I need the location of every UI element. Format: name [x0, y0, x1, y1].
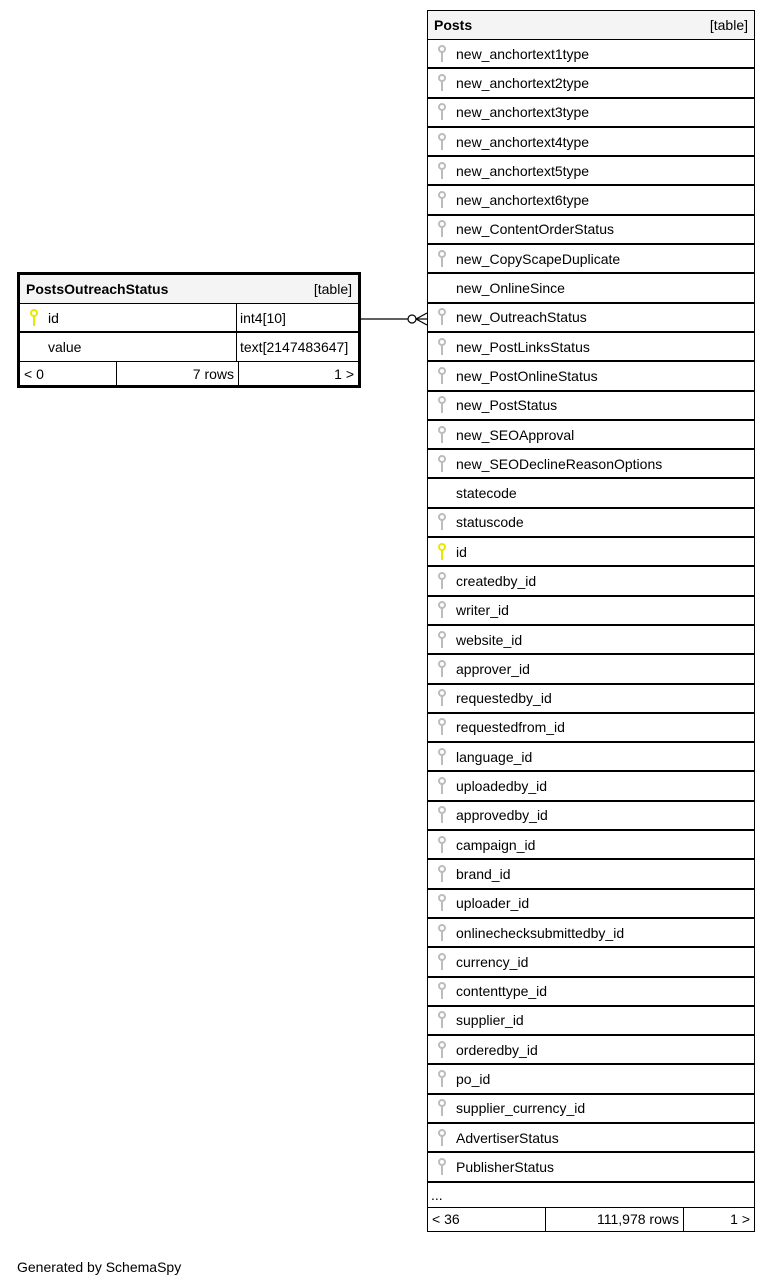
- table-row[interactable]: [428, 567, 754, 596]
- column-name: new_OutreachStatus: [456, 309, 587, 326]
- column-name: new_anchortext6type: [456, 192, 590, 209]
- table-kind: [table]: [709, 17, 748, 33]
- column-name: contenttype_id: [456, 983, 548, 1000]
- primary-key-icon: [434, 543, 450, 561]
- foreign-key-icon: [434, 924, 450, 942]
- foreign-key-icon: [434, 162, 450, 180]
- primary-key-icon: [26, 309, 42, 327]
- table-row[interactable]: [428, 655, 754, 684]
- column-name: po_id: [456, 1071, 491, 1088]
- parent-count[interactable]: < 36: [428, 1208, 546, 1231]
- table-row[interactable]: [428, 1124, 754, 1153]
- table-row[interactable]: [428, 40, 754, 69]
- foreign-key-icon: [434, 1158, 450, 1176]
- column-name: new_anchortext5type: [456, 162, 590, 179]
- table-row[interactable]: [428, 421, 754, 450]
- table-posts[interactable]: [427, 10, 755, 1232]
- child-count[interactable]: 1 >: [334, 365, 354, 382]
- crow-foot-top: [416, 313, 427, 319]
- table-name: PostsOutreachStatus: [26, 281, 169, 297]
- foreign-key-icon: [434, 308, 450, 326]
- foreign-key-icon: [434, 631, 450, 649]
- zero-optional-marker: [408, 315, 416, 323]
- table-row[interactable]: [428, 890, 754, 919]
- table-name: Posts: [434, 17, 473, 33]
- table-row[interactable]: [428, 538, 754, 567]
- foreign-key-icon: [434, 601, 450, 619]
- column-name: new_CopyScapeDuplicate: [456, 250, 621, 267]
- generated-by-label: Generated by SchemaSpy: [17, 1259, 182, 1275]
- table-row[interactable]: [428, 685, 754, 714]
- column-name: language_id: [456, 748, 533, 765]
- column-name: currency_id: [456, 953, 529, 970]
- column-name: new_ContentOrderStatus: [456, 221, 614, 238]
- table-row[interactable]: [428, 69, 754, 98]
- table-row[interactable]: [428, 99, 754, 128]
- column-name: campaign_id: [456, 836, 536, 853]
- table-row[interactable]: [428, 626, 754, 655]
- foreign-key-icon: [434, 367, 450, 385]
- foreign-key-icon: [434, 513, 450, 531]
- column-name: new_OnlineSince: [456, 280, 565, 297]
- table-postsoutreachstatus[interactable]: [17, 272, 361, 388]
- row-count: 7 rows: [117, 362, 239, 385]
- table-row[interactable]: [428, 1095, 754, 1124]
- foreign-key-icon: [434, 250, 450, 268]
- table-row[interactable]: [428, 509, 754, 538]
- foreign-key-icon: [434, 865, 450, 883]
- table-row[interactable]: [428, 919, 754, 948]
- foreign-key-icon: [434, 982, 450, 1000]
- foreign-key-icon: [434, 45, 450, 63]
- foreign-key-icon: [434, 426, 450, 444]
- parent-count[interactable]: < 0: [20, 362, 117, 385]
- column-name: new_SEOApproval: [456, 426, 575, 443]
- table-row[interactable]: [428, 860, 754, 889]
- table-row[interactable]: [428, 157, 754, 186]
- foreign-key-icon: [434, 836, 450, 854]
- column-name: supplier_currency_id: [456, 1100, 586, 1117]
- column-name: PublisherStatus: [456, 1158, 555, 1175]
- column-name: createdby_id: [456, 572, 537, 589]
- column-name: new_PostLinksStatus: [456, 338, 590, 355]
- foreign-key-icon: [434, 455, 450, 473]
- table-row[interactable]: [428, 128, 754, 157]
- table-row[interactable]: [428, 948, 754, 977]
- table-row[interactable]: [20, 304, 358, 333]
- relationship-connector: [361, 312, 429, 326]
- table-row[interactable]: [428, 1153, 754, 1182]
- row-count: 111,978 rows: [546, 1208, 684, 1231]
- column-name: supplier_id: [456, 1012, 524, 1029]
- foreign-key-icon: [434, 1129, 450, 1147]
- foreign-key-icon: [434, 220, 450, 238]
- foreign-key-icon: [434, 396, 450, 414]
- table-row[interactable]: [428, 772, 754, 801]
- column-name: new_anchortext4type: [456, 133, 590, 150]
- foreign-key-icon: [434, 338, 450, 356]
- column-name: new_anchortext2type: [456, 74, 590, 91]
- column-name: id: [48, 309, 59, 326]
- column-name: approver_id: [456, 660, 530, 677]
- foreign-key-icon: [434, 74, 450, 92]
- foreign-key-icon: [434, 133, 450, 151]
- foreign-key-icon: [434, 103, 450, 121]
- column-name: new_anchortext1type: [456, 45, 590, 62]
- column-name: orderedby_id: [456, 1041, 538, 1058]
- table-row[interactable]: [428, 216, 754, 245]
- table-row[interactable]: [428, 978, 754, 1007]
- table-row[interactable]: [428, 304, 754, 333]
- column-name: uploadedby_id: [456, 778, 548, 795]
- column-name: onlinechecksubmittedby_id: [456, 924, 625, 941]
- column-name: approvedby_id: [456, 807, 548, 824]
- foreign-key-icon: [434, 748, 450, 766]
- table-footer: [428, 1208, 754, 1231]
- table-row[interactable]: [428, 362, 754, 391]
- foreign-key-icon: [434, 1070, 450, 1088]
- foreign-key-icon: [434, 718, 450, 736]
- foreign-key-icon: [434, 1011, 450, 1029]
- table-row[interactable]: [428, 392, 754, 421]
- foreign-key-icon: [434, 777, 450, 795]
- foreign-key-icon: [434, 572, 450, 590]
- column-name: AdvertiserStatus: [456, 1129, 559, 1146]
- column-name: website_id: [456, 631, 523, 648]
- column-name: id: [456, 543, 467, 560]
- table-kind: [table]: [313, 281, 352, 297]
- table-row[interactable]: [428, 597, 754, 626]
- column-name: requestedby_id: [456, 690, 552, 707]
- table-row[interactable]: [428, 450, 754, 479]
- foreign-key-icon: [434, 1099, 450, 1117]
- foreign-key-icon: [434, 1041, 450, 1059]
- table-row[interactable]: [428, 1065, 754, 1094]
- column-name: uploader_id: [456, 895, 530, 912]
- table-row[interactable]: [428, 802, 754, 831]
- table-header: [20, 275, 358, 304]
- foreign-key-icon: [434, 806, 450, 824]
- table-header: [428, 11, 754, 40]
- crow-foot-bottom: [416, 319, 427, 325]
- child-count[interactable]: 1 >: [730, 1211, 750, 1228]
- column-name: brand_id: [456, 865, 511, 882]
- foreign-key-icon: [434, 953, 450, 971]
- table-row[interactable]: [428, 186, 754, 215]
- table-row[interactable]: [428, 333, 754, 362]
- column-name: new_PostStatus: [456, 397, 558, 414]
- column-list: [428, 40, 754, 1183]
- column-name: new_anchortext3type: [456, 104, 590, 121]
- table-row[interactable]: [428, 274, 754, 303]
- column-name: value: [48, 339, 82, 355]
- column-name: new_SEODeclineReasonOptions: [456, 455, 663, 472]
- table-row[interactable]: [428, 714, 754, 743]
- table-row[interactable]: [428, 1007, 754, 1036]
- table-row[interactable]: [428, 479, 754, 508]
- table-row[interactable]: [428, 245, 754, 274]
- foreign-key-icon: [434, 689, 450, 707]
- table-row[interactable]: [428, 831, 754, 860]
- table-footer: [20, 362, 358, 385]
- table-row[interactable]: [428, 743, 754, 772]
- column-name: new_PostOnlineStatus: [456, 367, 598, 384]
- column-name: writer_id: [456, 602, 509, 619]
- column-type: text[2147483647]: [236, 333, 358, 361]
- table-row[interactable]: [428, 1036, 754, 1065]
- column-name: requestedfrom_id: [456, 719, 565, 736]
- table-row[interactable]: [20, 333, 358, 362]
- foreign-key-icon: [434, 660, 450, 678]
- more-columns-ellipsis: ...: [428, 1183, 754, 1208]
- foreign-key-icon: [434, 894, 450, 912]
- column-type: int4[10]: [236, 304, 358, 331]
- column-name: statuscode: [456, 514, 524, 531]
- column-name: statecode: [456, 485, 517, 502]
- foreign-key-icon: [434, 191, 450, 209]
